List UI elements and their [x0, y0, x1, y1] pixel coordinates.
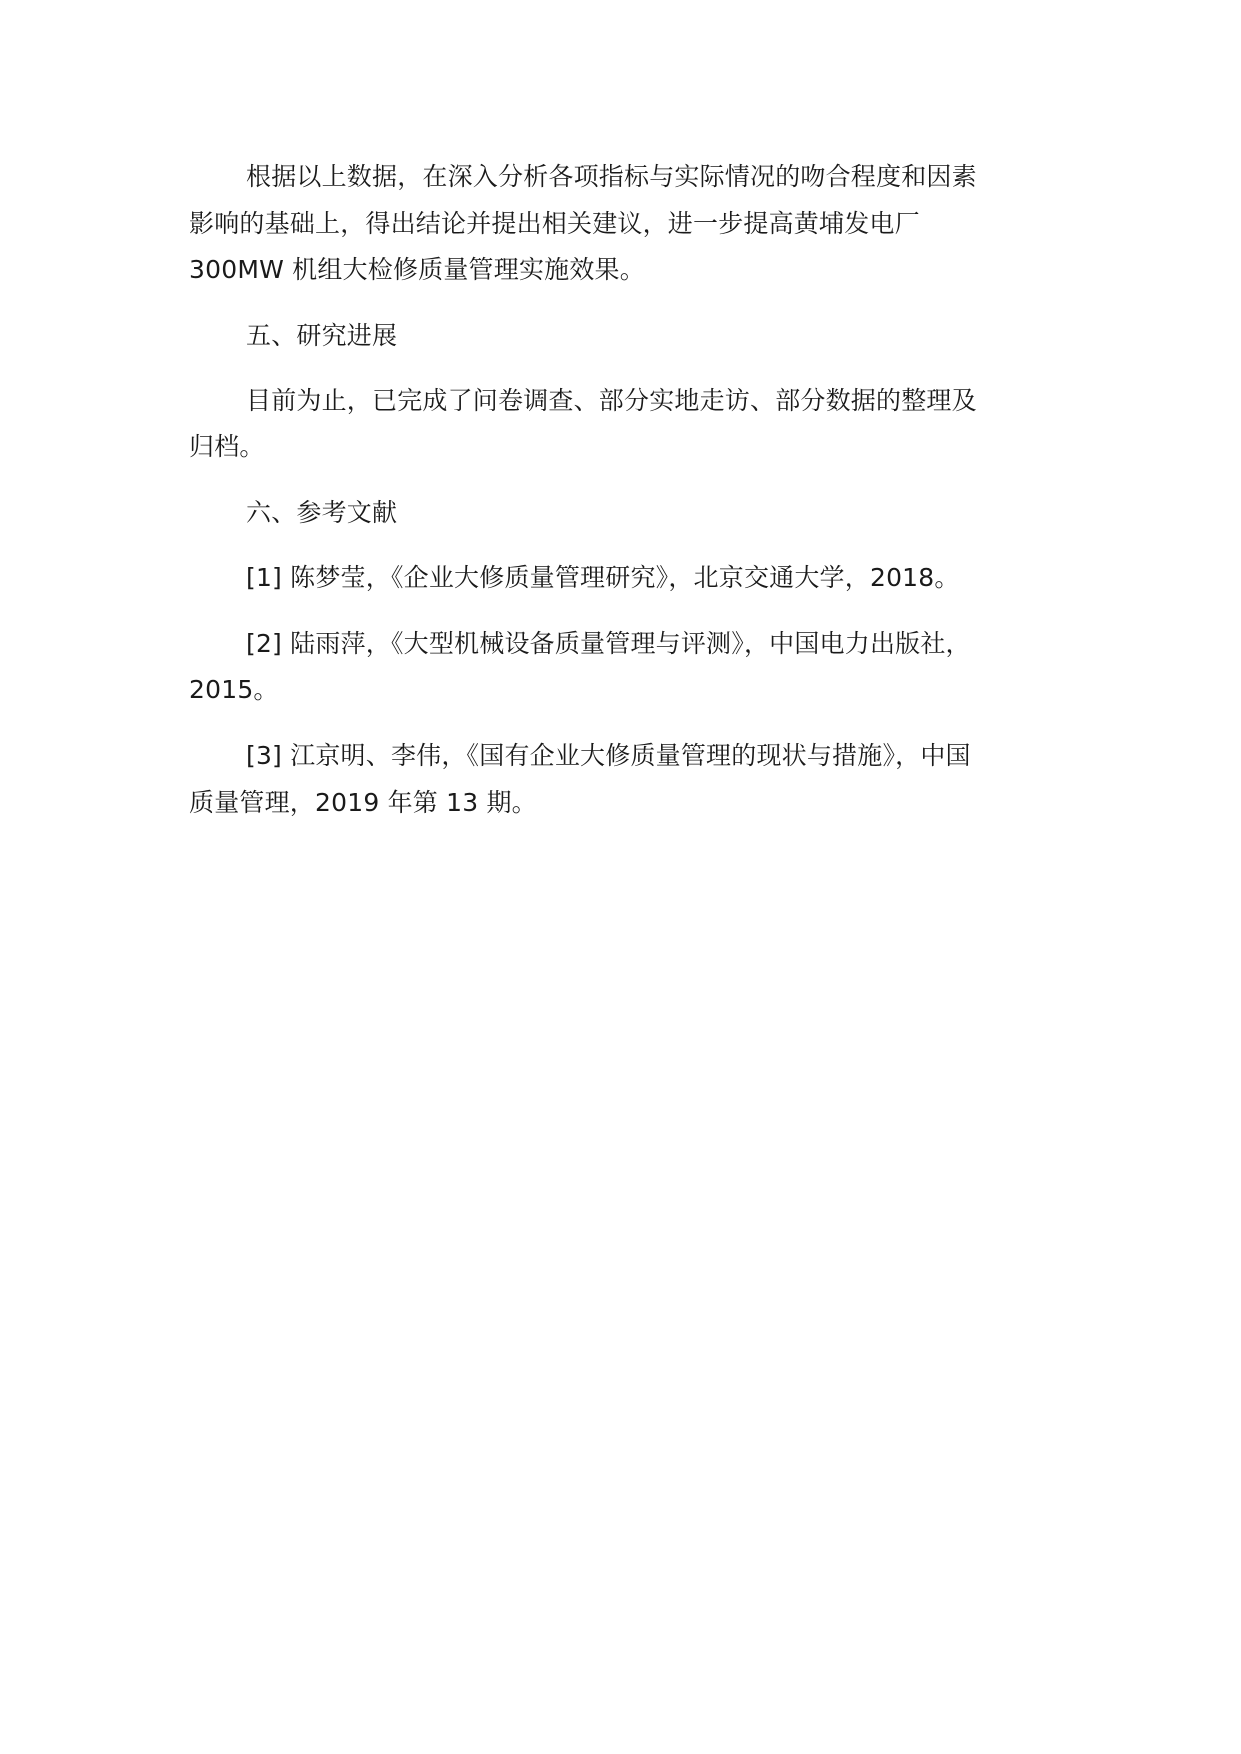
paragraph-progress-line-2: 归档。: [189, 432, 265, 461]
paragraph-progress-line-1: 目前为止，已完成了问卷调查、部分实地走访、部分数据的整理及: [246, 386, 977, 415]
section-heading-references: 六、参考文献: [246, 498, 398, 527]
reference-2-line-2: 2015。: [189, 675, 279, 704]
reference-3-line-2: 质量管理，2019 年第 13 期。: [189, 788, 537, 817]
reference-1: [1] 陈梦莹，《企业大修质量管理研究》，北京交通大学，2018。: [246, 563, 960, 592]
reference-2-line-1: [2] 陆雨萍，《大型机械设备质量管理与评测》，中国电力出版社，: [246, 629, 971, 658]
paragraph-conclusion-line-3: 300MW 机组大检修质量管理实施效果。: [189, 255, 645, 284]
paragraph-conclusion-line-2: 影响的基础上，得出结论并提出相关建议，进一步提高黄埔发电厂: [189, 209, 920, 238]
section-heading-research-progress: 五、研究进展: [246, 321, 398, 350]
reference-3-line-1: [3] 江京明、李伟，《国有企业大修质量管理的现状与措施》，中国: [246, 741, 971, 770]
paragraph-conclusion-line-1: 根据以上数据，在深入分析各项指标与实际情况的吻合程度和因素: [246, 162, 977, 191]
